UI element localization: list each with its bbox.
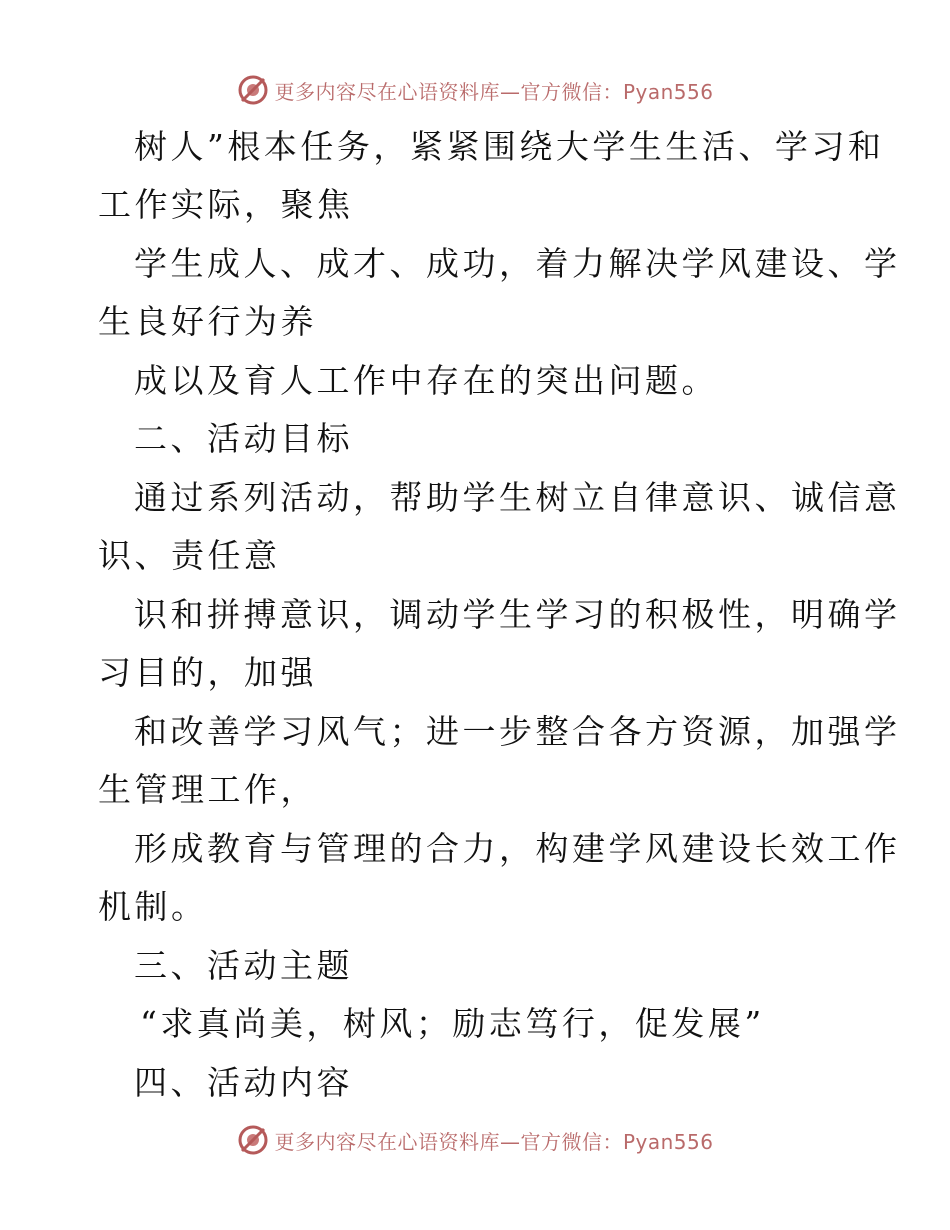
- text-line: 学生成人、成才、成功，着力解决学风建设、学: [134, 244, 901, 283]
- text-line: 机制。: [98, 887, 208, 926]
- text-line: 识、责任意: [98, 536, 281, 575]
- section-heading: 三、活动主题: [134, 946, 353, 985]
- text-line: 树人”根本任务，紧紧围绕大学生生活、学习和: [134, 127, 885, 166]
- text-line: 和改善学习风气；进一步整合各方资源，加强学: [134, 712, 901, 751]
- text-line: 通过系列活动，帮助学生树立自律意识、诚信意: [134, 478, 901, 517]
- section-heading: 二、活动目标: [134, 419, 353, 458]
- watermark-text: 更多内容尽在心语资料库—官方微信：Pyan556: [274, 1129, 714, 1154]
- text-line: 成以及育人工作中存在的突出问题。: [134, 361, 718, 400]
- footer-watermark: [0, 1120, 950, 1160]
- text-line: 形成教育与管理的合力，构建学风建设长效工作: [134, 829, 901, 868]
- section-heading: 四、活动内容: [134, 1063, 353, 1102]
- text-line: 生良好行为养: [98, 302, 317, 341]
- theme-quote: “求真尚美，树风；励志笃行，促发展”: [140, 1004, 765, 1043]
- text-line: 工作实际，聚焦: [98, 185, 354, 224]
- logo-icon: [236, 1123, 270, 1157]
- watermark-text: 更多内容尽在心语资料库—官方微信：Pyan556: [274, 79, 714, 104]
- text-line: 生管理工作，: [98, 770, 317, 809]
- text-line: 习目的，加强: [98, 653, 317, 692]
- text-line: 识和拼搏意识，调动学生学习的积极性，明确学: [134, 595, 901, 634]
